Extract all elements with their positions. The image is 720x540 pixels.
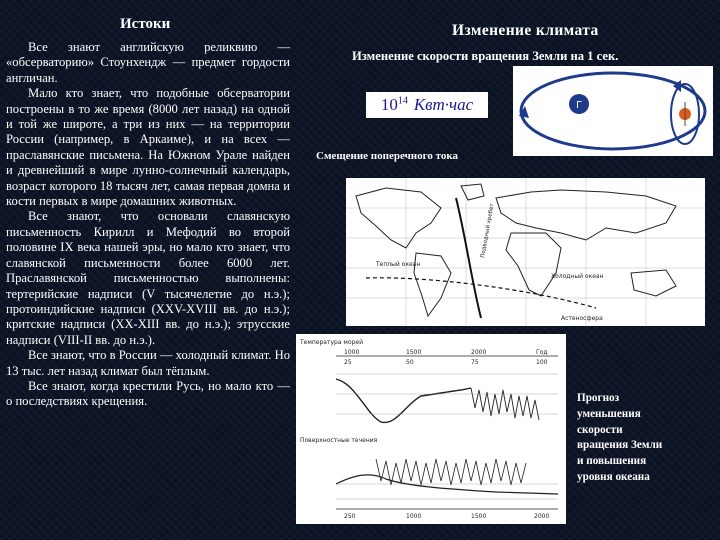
paragraph: Все знают английскую реликвию — «обсерваторию» Стоунхендж — предмет гордости англичан.: [6, 40, 290, 85]
forecast-line: и повышения: [577, 455, 647, 468]
forecast-text: [577, 391, 687, 486]
shift-label: Смещение поперечного тока: [316, 150, 459, 162]
map-label-asthenosphere: Астеносфера: [561, 315, 603, 322]
map-label-cold: Холодный океан: [551, 273, 604, 280]
graph-label-bottom: Поверхностные течения: [300, 437, 378, 444]
svg-text:Год: Год: [536, 349, 548, 356]
svg-text:100: 100: [536, 359, 548, 366]
svg-text:2000: 2000: [471, 349, 487, 356]
africa-shape: [506, 233, 561, 296]
forecast-line: Прогноз: [577, 392, 620, 404]
climate-graphs: [296, 334, 566, 524]
svg-text:25: 25: [344, 359, 352, 366]
energy-mantissa: 10: [380, 95, 398, 114]
right-title: Изменение климата: [452, 22, 599, 39]
left-body: [6, 40, 290, 410]
svg-text:50: 50: [406, 359, 414, 366]
forecast-line: уменьшения: [577, 407, 641, 420]
forecast-line: уровня океана: [577, 470, 650, 483]
orbit-diagram: [513, 66, 713, 156]
svg-text:1500: 1500: [471, 513, 487, 520]
energy-formula: [366, 92, 488, 118]
paragraph: Все знают, что в России — холодный климат. Но 13 тыс. лет назад климат был тёплым.: [6, 348, 290, 378]
paragraph: Все знают, что основали славянскую письменность Кирилл и Мефодий во второй половине IX века нашей эры, но мало кто знает, что славянской письменности более 6000 лет. Праславянской письменностью выполнены: тертерийские надписи (V тысячелетие до н.э.); протоиндийские надписи (XXV-XVIII вв. до н.э.); критские надписи (XX-XIII вв. до н.э.); этрусские надписи (VIII-II вв. до н.э.).: [6, 209, 290, 347]
svg-text:75: 75: [471, 359, 479, 366]
svg-text:250: 250: [344, 513, 356, 520]
energy-exponent: 14: [397, 95, 408, 107]
energy-unit: Квт·час: [413, 95, 474, 114]
rotation-subtitle: Изменение скорости вращения Земли на 1 сек.: [352, 49, 619, 63]
forecast-line: скорости: [577, 423, 623, 436]
paragraph: Все знают, когда крестили Русь, но мало кто — о последствиях крещения.: [6, 378, 290, 409]
orbit-label: Г: [575, 100, 583, 111]
svg-text:1000: 1000: [344, 349, 360, 356]
australia-shape: [631, 270, 676, 296]
svg-text:1500: 1500: [406, 349, 422, 356]
paragraph: Мало кто знает, что подобные обсерватории построены в то же время (8000 лет назад) на одной и той же широте, а три из них — на территории России (например, в Аркаиме), и на всех — праславянские письмена. На Южном Урале найден и древнейший в мире лунно-солнечный календарь, возраст которого 18 тысяч лет, самая первая домна и кости первых в мире домашних животных.: [6, 86, 290, 209]
ridge-line: [456, 198, 481, 318]
greenland-shape: [461, 184, 484, 200]
forecast-line: вращения Земли: [577, 439, 663, 452]
graph-label-top: Температура морей: [300, 339, 364, 346]
svg-text:1000: 1000: [406, 513, 422, 520]
north-america-shape: [356, 188, 441, 248]
world-map: [346, 178, 705, 326]
left-title: Истоки: [120, 16, 171, 32]
svg-text:2000: 2000: [534, 513, 550, 520]
map-label-warm: Теплый океан: [376, 261, 421, 268]
map-label-ridge: Подводный хребет: [480, 203, 496, 259]
